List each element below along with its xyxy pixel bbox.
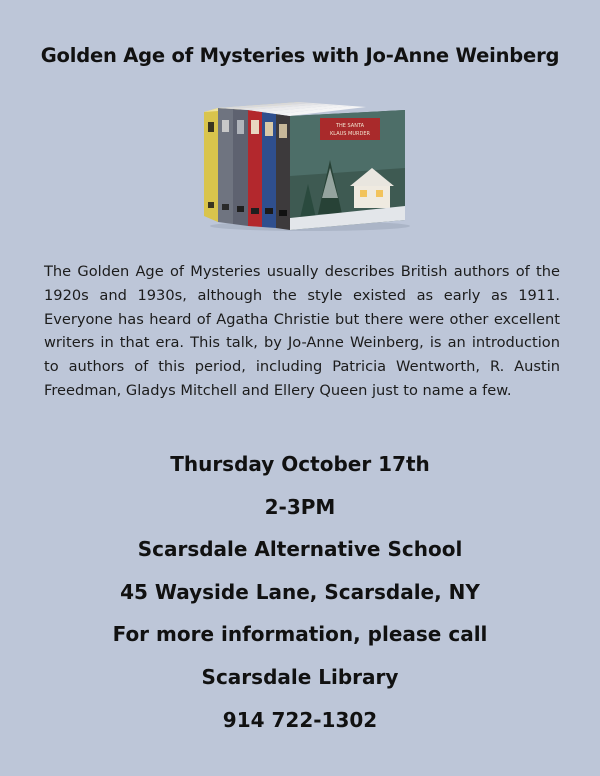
flyer-title: Golden Age of Mysteries with Jo-Anne Weinberg (40, 44, 560, 67)
library-name: Scarsdale Library (201, 664, 399, 689)
event-description: The Golden Age of Mysteries usually describes British authors of the 1920s and 1930s, although the style existed as early as 1911. Everyone has heard of Agatha Christie but there were other excellent writers in that era. This talk, by Jo-Anne Weinberg, is an introduction to authors of this period, including Patricia Wentworth, R. Austin Freedman, Gladys Mitchell and Ellery Queen just to name a few. (44, 263, 560, 399)
book-front-cover (290, 110, 405, 230)
event-venue: Scarsdale Alternative School (137, 537, 463, 562)
cover-title-line-1: THE SANTA (335, 123, 365, 129)
event-address: 45 Wayside Lane, Scarsdale, NY (120, 579, 480, 604)
event-date: Thursday October 17th (170, 452, 430, 476)
event-time: 2-3PM (264, 494, 336, 519)
event-details (0, 448, 600, 746)
book-set-icon (200, 98, 410, 233)
cover-title-line-2: KLAUS MURDER (330, 131, 370, 137)
book-set-illustration (200, 98, 410, 233)
info-line: For more information, please call (112, 622, 488, 647)
phone-number: 914 722-1302 (222, 707, 378, 732)
